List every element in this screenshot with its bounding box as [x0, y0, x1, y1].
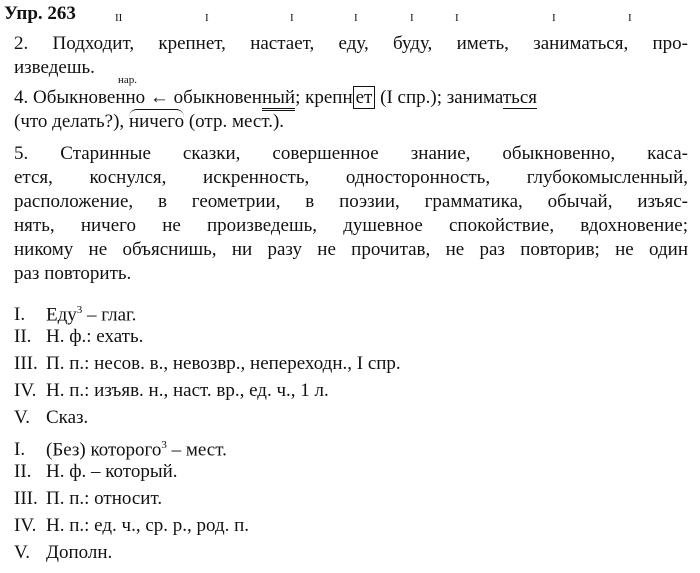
analysis-num: I. [14, 439, 26, 461]
analysis-num: I. [14, 304, 26, 326]
analysis-row [14, 541, 688, 565]
analysis-text: – глаг. [82, 304, 137, 326]
conjugation-mark: I [205, 12, 209, 24]
analysis-text: Сказ. [46, 407, 89, 428]
conjugation-mark: I [354, 12, 358, 24]
suffix-tsya-underlined: ться [502, 87, 537, 108]
suffix-nn-underlined: ный [262, 87, 295, 111]
analysis-text: Н. п.: ед. ч., ср. р., род. п. [46, 515, 250, 536]
item-5-line: нять, ничего не произведешь, душевное спокойствие, вдохновение; [14, 215, 688, 236]
conjugation-mark: I [455, 12, 459, 24]
exercise-title: Упр. 263 [4, 3, 76, 24]
item-5-line: никому не объяснишь, ни разу не прочитав, не раз повторив; не один [14, 239, 688, 260]
analysis-sup: 3 [161, 439, 167, 451]
item-4-line-1 [14, 86, 688, 110]
analysis-row [14, 460, 688, 484]
item-4-line-2 [14, 110, 688, 134]
item-4-text: ; крепн [295, 87, 353, 108]
analysis-text: Н. ф. – который. [46, 461, 178, 482]
analysis-row [14, 379, 688, 403]
analysis-row [14, 406, 688, 430]
analysis-num: IV. [14, 515, 37, 536]
item-4-text: (что делать?), [14, 111, 129, 132]
analysis-text: (Без) которого [46, 439, 162, 461]
analysis-text: Н. ф.: ехать. [46, 326, 144, 347]
conjugation-mark: I [410, 12, 414, 24]
prefix-marked: ничего [128, 111, 185, 132]
item-5-line: расположение, в геометрии, в поэзии, грамматика, обычай, изъяс- [14, 191, 688, 212]
item-5-line: ется, коснулся, искренность, односторонность, глубокомысленный, [14, 167, 688, 188]
analysis-num: IV. [14, 380, 37, 401]
conjugation-mark: I [290, 12, 294, 24]
analysis-row [14, 433, 688, 462]
analysis-text: Н. п.: изъяв. н., наст. вр., ед. ч., 1 л. [46, 380, 329, 401]
analysis-row [14, 487, 688, 511]
item-4-text: 4. Обыкновенно ← обыкновен [14, 87, 262, 108]
conjugation-mark: II [115, 12, 123, 24]
analysis-num: V. [14, 542, 31, 563]
analysis-text: Еду [46, 304, 77, 326]
conjugation-mark: I [552, 12, 556, 24]
analysis-num: III. [14, 488, 38, 509]
analysis-row [14, 514, 688, 538]
analysis-text: П. п.: несов. в., невозвр., непереходн., I спр. [46, 353, 401, 374]
analysis-sup: 3 [76, 304, 83, 316]
analysis-row [14, 352, 688, 376]
nar-mark: нар. [118, 74, 138, 86]
item-4-text: (I спр.); занима [375, 87, 503, 108]
analysis-row [14, 298, 688, 327]
analysis-num: V. [14, 407, 31, 428]
analysis-num: II. [14, 461, 32, 482]
analysis-row [14, 325, 688, 349]
analysis-num: III. [14, 353, 38, 374]
item-5-line: раз повторить. [14, 263, 132, 284]
item-2-line-1: 2. Подходит, крепнет, настает, еду, буду, иметь, заниматься, про- [14, 33, 688, 54]
analysis-text: – мест. [166, 439, 227, 461]
item-2-line-2: изведешь. [14, 57, 95, 78]
conjugation-mark: I [628, 12, 632, 24]
analysis-text: Дополн. [46, 542, 113, 563]
analysis-text: П. п.: относит. [46, 488, 163, 509]
item-4-text: (отр. мест.). [184, 111, 285, 132]
ending-box: ет [353, 86, 376, 109]
item-5-line: 5. Старинные сказки, совершенное знание, обыкновенно, каса- [14, 143, 688, 164]
analysis-num: II. [14, 326, 32, 347]
